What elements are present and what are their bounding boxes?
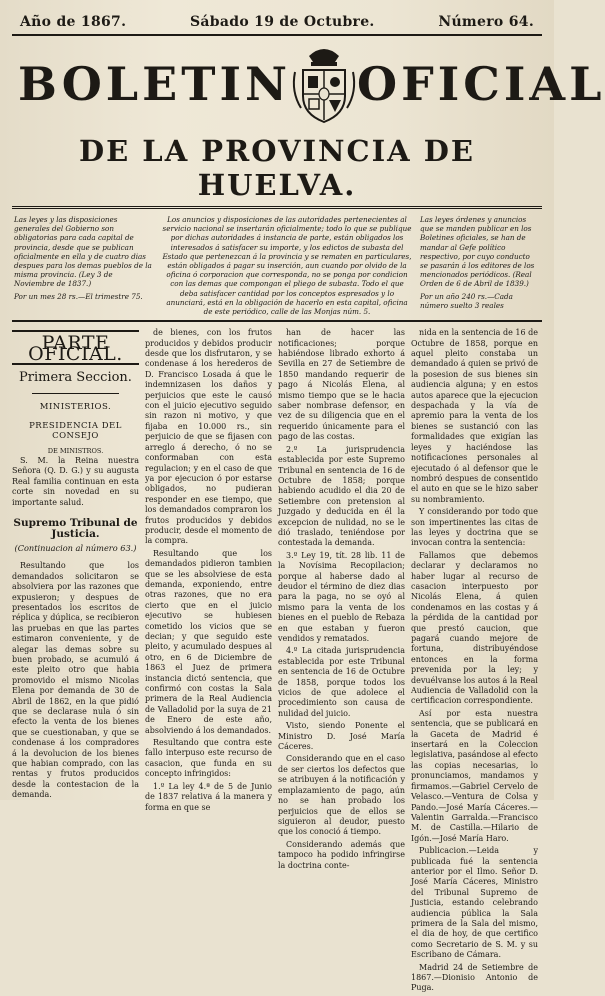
court-heading: Supremo Tribunal de Justicia. <box>13 517 138 540</box>
presidency-subheading: DE MINISTROS. <box>47 446 104 455</box>
paragraph: Publicacion.—Leida y publicada fué la sentencia anterior por el Ilmo. Señor D. José María Cáceres, Ministro del Tribunal Supremo de Justicia, estando celebrando audiencia pública la Sala primera de la Sala del mismo, el dia de hoy, de que certifico como Secretario de S. M. y su Escribano de Cámara. <box>411 846 538 960</box>
paragraph: 2.º La jurisprudencia establecida por este Supremo Tribunal en sentencia de 16 de Octubre de 1858; porque habiendo acudido el dia 20 de Setiembre con pretension al Juzgado y deducida en él la excepcion de nulidad, no se le dió traslado, teniéndose por contestada la demanda. <box>278 444 405 548</box>
continuation-note: (Continuacion al número 63.) <box>14 542 137 553</box>
column-1 <box>12 328 139 996</box>
paragraph: Madrid 24 de Setiembre de 1867.—Dionisio Antonio de Puga. <box>411 962 538 993</box>
notice-right-price: Por un año 240 rs.—Cada número suelto 3 reales <box>420 291 513 310</box>
paragraph: Resultando que los demandados pidieron tambien que se les absolviese de esta demanda, exponiendo, entre otras razones, que no era cierto que en el juicio ejecutivo se hubiesen cometido los vicios que se decian; y que seguido este pleito, y acumulado despues al otro, en 6 de Diciembre de 1863 el Juez de primera instancia dictó sentencia, que confirmó con costas la Sala primera de la Real Audiencia de Valladolid por la suya de 21 de Enero de este año, absolviendo á los demandados. <box>145 548 272 735</box>
notice-left-text: Las leyes y las disposiciones generales del Gobierno son obligatorias para cada capital de provincia, desde que se publican oficialmente en ella y de cuatro dias despues para los demas pueblos de la misma provincia. (Ley 3 de Noviembre de 1837.) <box>14 215 152 289</box>
paragraph: Resultando que contra este fallo interpuso este recurso de casacion, que funda en su concepto infringidos: <box>145 738 272 779</box>
royal-coat-of-arms-icon <box>291 41 357 127</box>
issue-year: Año de 1867. <box>20 14 127 30</box>
notice-left <box>14 215 154 316</box>
paragraph: Resultando que los demandados solicitaron se absolviera por las razones que expusieron; y despues de presentados los escritos de réplica y dúplica, se recibieron las pruebas en que las partes estimaron conveniente, y de alegar las demas sobre su buen probado, se acumuló á este pleito otro que habia promovido el mismo Nicolas Elena por demanda de 30 de Abril de 1862, en la que pidió que se declarase nula ó sin efecto la venta de los bienes que se cuestionaban, y que se condenase á los compradores á la devolucion de los bienes que habian comprado, con las rentas y frutos producidos desde la contestacion de la demanda. <box>12 561 139 800</box>
paragraph: Así por esta nuestra sentencia, que se publicará en la Gaceta de Madrid é insertará en la Coleccion legislativa, pasándose al efecto las copias necesarias, lo pronunciamos, mandamos y firmamos.—Gabriel Cervelo de Velasco.—Ventura de Colsa y Pando.—José María Cáceres.—Valentin Garralda.—Francisco M. de Castilla.—Hilario de Igón.—José María Haro. <box>411 708 538 843</box>
paragraph: 4.º La citada jurisprudencia establecida por este Tribunal en sentencia de 16 de Octubre de 1858, porque todos los vicios de que adolece el procedimiento son causa de nulidad del juicio. <box>278 646 405 718</box>
notice-right <box>420 215 540 316</box>
paragraph: 3.º Ley 19, tít. 28 lib. 11 de la Novísima Recopilacion; porque al haberse dado al deudor el término de diez dias para la paga, no se oyó al mismo para la venta de los bienes en el pueblo de Rebaza en que estaban y fueron vendidos y rematados. <box>278 550 405 644</box>
issue-line <box>12 8 542 36</box>
paragraph: Considerando que en el caso de ser ciertos los defectos que se atribuyen á la notificación y emplazamiento de pago, aún no se han probado los perjuicios que de ellos se siguieron al deudor, puesto que los conoció á tiempo. <box>278 754 405 837</box>
masthead-subtitle: DE LA PROVINCIA DE HUELVA. <box>12 132 542 209</box>
notice-left-price: Por un mes 28 rs.—El trimestre 75. <box>14 291 143 301</box>
issue-number: Número 64. <box>438 14 534 30</box>
column-2 <box>145 328 272 996</box>
masthead <box>12 36 605 132</box>
presidency-heading: PRESIDENCIA DEL CONSEJO <box>29 420 122 442</box>
article-body <box>12 322 542 996</box>
paragraph: Fallamos que debemos declarar y declaramos no haber lugar al recurso de casacion interpuesto por Nicolás Elena, á quien condenamos en las costas y á la pérdida de la cantidad por que prestó caucion, que pagará cuando mejore de fortuna, distribuyéndose entonces en la forma prevenida por la ley; y devuélvanse los autos á la Real Audiencia de Valladolid con la certificacion correspondiente. <box>411 550 538 706</box>
paragraph: Visto, siendo Ponente el Ministro D. José María Cáceres. <box>278 721 405 752</box>
paragraph: han de hacer las notificaciones; porque habiéndose librado exhorto á Sevilla en 27 de Setiembre de 1850 mandando requerir de pago á Nicolás Elena, al mismo tiempo que se le hacia saber nombrase defensor, en vez de su diligencia que en el requerido únicamente para el pago de las costas. <box>278 328 405 442</box>
paragraph: de bienes, con los frutos producidos y debidos producir desde que los disfrutaron, y se condenase á los herederos de D. Francisco Losada á que le indemnizasen los daños y perjuicios que este le causó con el juicio ejecutivo seguido sin razon ni motivo, y que fijaba en 10.000 rs., sin perjuicio de que se fijasen con arreglo á derecho, ó no se conformaban con esta regulacion; y en el caso de que ya por ejecucion ó por estarse obligados, no pudieran responder en ese tiempo, que los demandados compraron los frutos producidos y debidos producir, desde el momento de la compra. <box>145 328 272 546</box>
column-3 <box>278 328 405 996</box>
paragraph: Considerando además que tampoco ha podido infringirse la doctrina conte- <box>278 839 405 870</box>
column-4 <box>411 328 538 996</box>
section-divider <box>32 393 119 394</box>
paragraph: 1.º La ley 4.ª de 5 de Junio de 1837 relativa á la manera y forma en que se <box>145 781 272 812</box>
paragraph: Y considerando por todo que son impertinentes las citas de las leyes y doctrina que se invocan contra la sentencia: <box>411 507 538 548</box>
notice-bar <box>12 209 542 322</box>
paragraph: nida en la sentencia de 16 de Octubre de 1858, porque en aquel pleito constaba un demandado á quien se privó de la posesion de sus bienes sin audiencia alguna; y en estos autos aparece que la ejecucion despachada y la vía de apremio para la venta de los bienes se sustanció con las formalidades que exigían las leyes y haciéndose las notificaciones personales al ejecutado ó al defensor que le nombró despues de consentido el auto en que se le hizo saber su nombramiento. <box>411 328 538 504</box>
paragraph: S. M. la Reina nuestra Señora (Q. D. G.) y su augusta Real familia continuan en esta corte sin novedad en su importante salud. <box>12 456 139 507</box>
masthead-left-word: BOLETIN <box>18 57 292 111</box>
masthead-right-word: OFICIAL <box>357 57 605 111</box>
issue-date: Sábado 19 de Octubre. <box>190 14 375 30</box>
section-heading: Primera Seccion. <box>19 370 132 386</box>
ministries-heading: MINISTERIOS. <box>39 402 112 413</box>
notice-right-text: Las leyes órdenes y anuncios que se manden publicar en los Boletines oficiales, se han de mandar al Gefe político respectivo, por cuyo conducto se pasarán á los editores de los mencionados periódicos. (Real Orden de 6 de Abril de 1839.) <box>420 215 535 289</box>
parte-oficial-heading: PARTE OFICIAL. <box>12 330 139 365</box>
notice-center: Los anuncios y disposiciones de las autoridades pertenecientes al servicio nacional se insertarán oficialmente; todo lo que se publique por dichas autoridades á instancia de parte, están obligados los interesados á satisfacer su importe, y los edictos de subasta del Estado que pertenezcan á la provincia y se rematen en particulares, están obligados á pagar su inserción, aun cuando por olvido de la oficina ó corporacion que corresponda, no se ponga por condicion con las demas que compongan el pliego de subasta. Todo el que deba satisfacer cantidad por los conceptos espresados y lo anunciará, está en la obligación de hacerlo en esta capital, oficina de este periódico, calle de las Monjas núm. 5. <box>162 215 412 317</box>
